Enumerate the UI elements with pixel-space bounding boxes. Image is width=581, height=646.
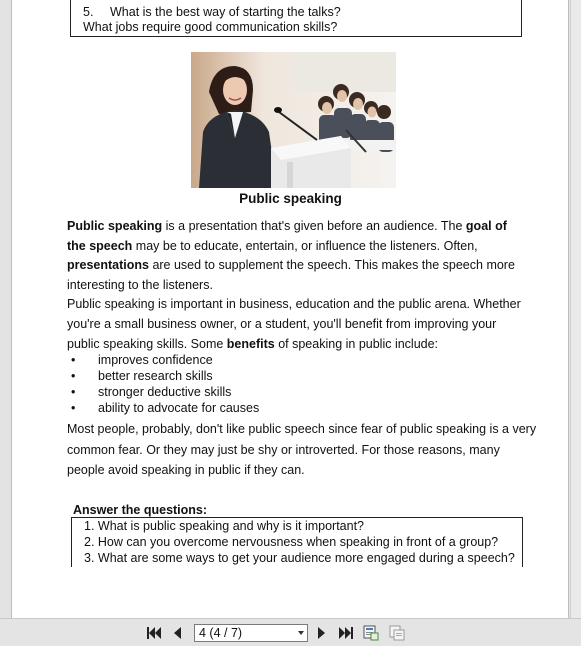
page-number-select[interactable] [194,624,308,642]
list-item [67,368,527,384]
paragraph-1 [67,217,527,295]
list-item [67,352,527,368]
navigation-toolbar [0,618,581,646]
first-page-icon[interactable] [146,625,162,641]
answer-questions-title: Answer the questions: [73,503,208,517]
bullet-icon: • [71,401,76,415]
paragraph-2-text-a: Public speaking is important in business, education and the public arena. Whether you're a small business owner, or a student, you'll benefit from improving your public speaking skills. Some [67,297,521,351]
list-item [67,400,527,416]
paragraph-1-and-2 [67,217,527,354]
paragraph-3: Most people, probably, don't like public speech since fear of public speaking is a very common fear. Or they may just be shy or introverted. For those reasons, many people avoid speaking in public if they can. [67,422,537,477]
paragraph-1-text-c: are used to supplement the speech. This makes the speech more interesting to the listeners. [67,258,515,292]
paragraph-2-text-b: of speaking in public include: [274,336,439,351]
previous-page-icon[interactable] [170,625,184,641]
benefit-text: stronger deductive skills [98,385,232,399]
paragraph-1-text-a: is a presentation that's given before an audience. The [162,219,466,233]
question-5-number: 5. [83,5,94,19]
page-view-icon[interactable] [362,625,380,641]
paragraph-1-text-b: may be to educate, entertain, or influence the listeners. Often, [132,238,478,253]
answer-questions-box [71,517,523,567]
benefit-text: better research skills [98,369,213,383]
question-5-text: What is the best way of starting the talks? [110,5,341,19]
next-page-icon[interactable] [314,625,328,641]
list-item [67,384,527,400]
term-goal-of-speech: goal of the speech [67,219,507,253]
bullet-icon: • [71,369,76,383]
last-page-icon[interactable] [338,625,354,641]
bullet-icon: • [71,385,76,399]
thumbnail-view-icon[interactable] [388,625,406,641]
vertical-scrollbar[interactable] [570,0,581,618]
previous-questions-box [70,0,522,37]
term-presentations: presentations [67,258,149,273]
answer-question-2: 2. How can you overcome nervousness when speaking in front of a group? [84,535,499,549]
chevron-down-icon [298,631,304,635]
benefit-text: ability to advocate for causes [98,401,260,415]
public-speaker-photo [191,52,396,188]
benefit-text: improves confidence [98,353,213,367]
question-extra: What jobs require good communication skills? [83,20,338,34]
answer-question-3: 3. What are some ways to get your audience more engaged during a speech? [84,551,515,565]
page-indicator: 4 (4 / 7) [199,626,243,640]
answer-question-1: 1. What is public speaking and why is it important? [84,519,364,533]
paragraph-2 [67,295,527,354]
bullet-icon: • [71,353,76,367]
question-5 [83,5,341,19]
term-benefits: benefits [226,336,275,351]
benefits-list [67,352,527,416]
term-public-speaking: Public speaking [67,219,163,233]
section-title: Public speaking [239,191,342,206]
